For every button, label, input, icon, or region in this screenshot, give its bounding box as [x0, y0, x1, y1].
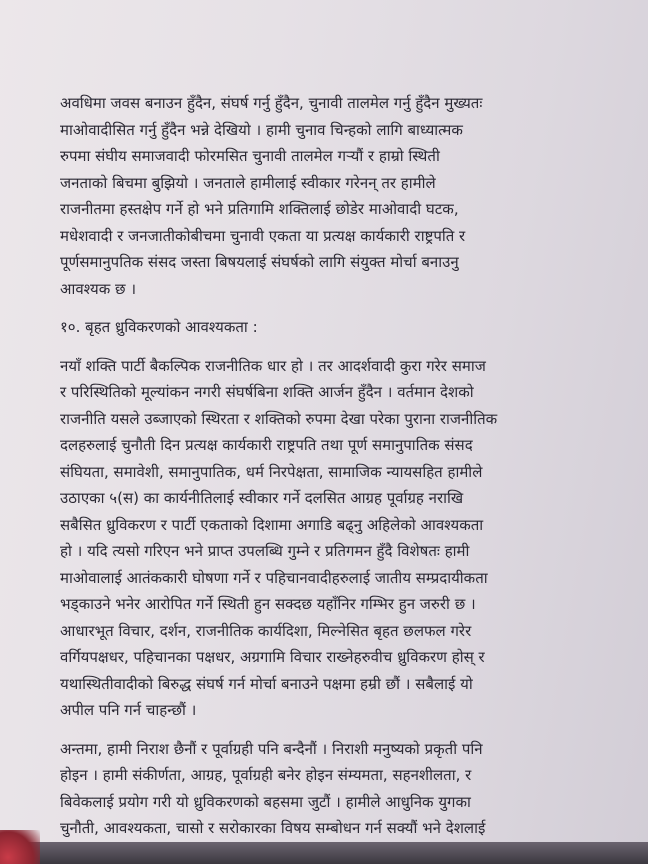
- text-line: वर्गियपक्षधर, पहिचानका पक्षधर, अग्रगामि विचार राख्नेहरुवीच ध्रुविकरण होस् र: [60, 648, 485, 666]
- text-line: रुपमा संघीय समाजवादी फोरमसित चुनावी तालमेल गर्‍यौं र हाम्रो स्थिती: [60, 147, 440, 165]
- text-line: आवश्यक छ ।: [60, 279, 137, 298]
- text-line: भड्काउने भनेर आरोपित गर्ने स्थिती हुन सक्दछ यहाँनिर गम्भिर हुन जरुरी छ ।: [60, 595, 476, 613]
- text-line: पूर्णसमानुपतिक संसद जस्ता बिषयलाई संघर्षको लागि संयुक्त मोर्चा बनाउनु: [60, 253, 459, 271]
- text-line: उठाएका ५(स) का कार्यनीतिलाई स्वीकार गर्ने दलसित आग्रह पूर्वाग्रह नराखि: [60, 489, 464, 507]
- paragraph-1: [60, 90, 590, 302]
- text-line: राजनीति यसले उब्जाएको स्थिरता र शक्तिको रुपमा देखा परेका पुराना राजनीतिक: [60, 409, 498, 428]
- text-line: यथास्थितीवादीको बिरुद्ध संघर्ष गर्न मोर्चा बनाउने पक्षमा हम्री छौं । सबैलाई यो: [60, 674, 473, 693]
- text-line: अन्तमा, हामी निराश छैनौं र पूर्वाग्रही पनि बन्दैनौं । निराशी मनुष्यको प्रकृती पनि: [60, 739, 483, 758]
- text-line: र परिस्थितिको मूल्यांकन नगरी संघर्षबिना शक्ति आर्जन हुँदैन । वर्तमान देशको: [60, 383, 474, 401]
- text-line: होइन । हामी संकीर्णता, आग्रह, पूर्वाग्रही बनेर होइन संम्यमता, सहनशीलता, र: [60, 766, 472, 784]
- text-line: बिवेकलाई प्रयोग गरी यो ध्रुविकरणको बहसमा जुटौं । हामीले आधुनिक युगका: [60, 792, 471, 811]
- red-object-corner: [0, 830, 40, 864]
- text-line: मधेशवादी र जनजातीकोबीचमा चुनावी एकता या प्रत्यक्ष कार्यकारी राष्ट्रपति र: [60, 226, 466, 245]
- text-line: माओवालाई आतंककारी घोषणा गर्ने र पहिचानवादीहरुलाई जातीय सम्प्रदायीकता: [60, 568, 488, 587]
- text-line: अपील पनि गर्न चाहन्छौं ।: [60, 701, 197, 719]
- paragraph-3: [60, 736, 590, 842]
- paragraph-2: [60, 353, 590, 724]
- text-line: हो । यदि त्यसो गरिएन भने प्राप्त उपलब्धि गुम्ने र प्रतिगमन हुँदै विशेषतः हामी: [60, 542, 470, 560]
- text-line: चुनौती, आवश्यकता, चासो र सरोकारका विषय सम्बोधन गर्न सक्यौं भने देशलाई: [60, 819, 486, 837]
- text-line: राजनीतमा हस्तक्षेप गर्ने हो भने प्रतिगामि शक्तिलाई छोडेर माओवादी घटक,: [60, 200, 459, 218]
- text-line: दलहरुलाई चुनौती दिन प्रत्यक्ष कार्यकारी राष्ट्रपति तथा पूर्ण समानुपातिक संसद: [60, 436, 473, 454]
- text-line: जनताको बिचमा बुझियो । जनताले हामीलाई स्वीकार गरेनन् तर हामीले: [60, 173, 436, 192]
- document-body: [60, 90, 590, 842]
- text-line: माओवादीसित गर्नु हुँदैन भन्ने देखियो । हामी चुनाव चिन्हको लागि बाध्यात्मक: [60, 120, 463, 139]
- text-line: आधारभूत विचार, दर्शन, राजनीतिक कार्यदिशा, मिल्नेसित बृहत छलफल गरेर: [60, 621, 472, 640]
- text-line: नयाँ शक्ति पार्टी बैकल्पिक राजनीतिक धार हो । तर आदर्शवादी कुरा गरेर समाज: [60, 356, 486, 375]
- text-line: संघियता, समावेशी, समानुपातिक, धर्म निरपेक्षता, सामाजिक न्यायसहित हामीले: [60, 462, 483, 481]
- page-bottom-edge: [0, 842, 648, 864]
- text-line: अवधिमा जवस बनाउन हुँदैन, संघर्ष गर्नु हुँदैन, चुनावी तालमेल गर्नु हुँदैन मुख्यतः: [60, 94, 483, 112]
- text-line: सबैसित ध्रुविकरण र पार्टी एकताको दिशामा अगाडि बढ्नु अहिलेको आवश्यकता: [60, 515, 484, 534]
- section-heading: १०. बृहत ध्रुविकरणको आवश्यकता :: [60, 318, 258, 336]
